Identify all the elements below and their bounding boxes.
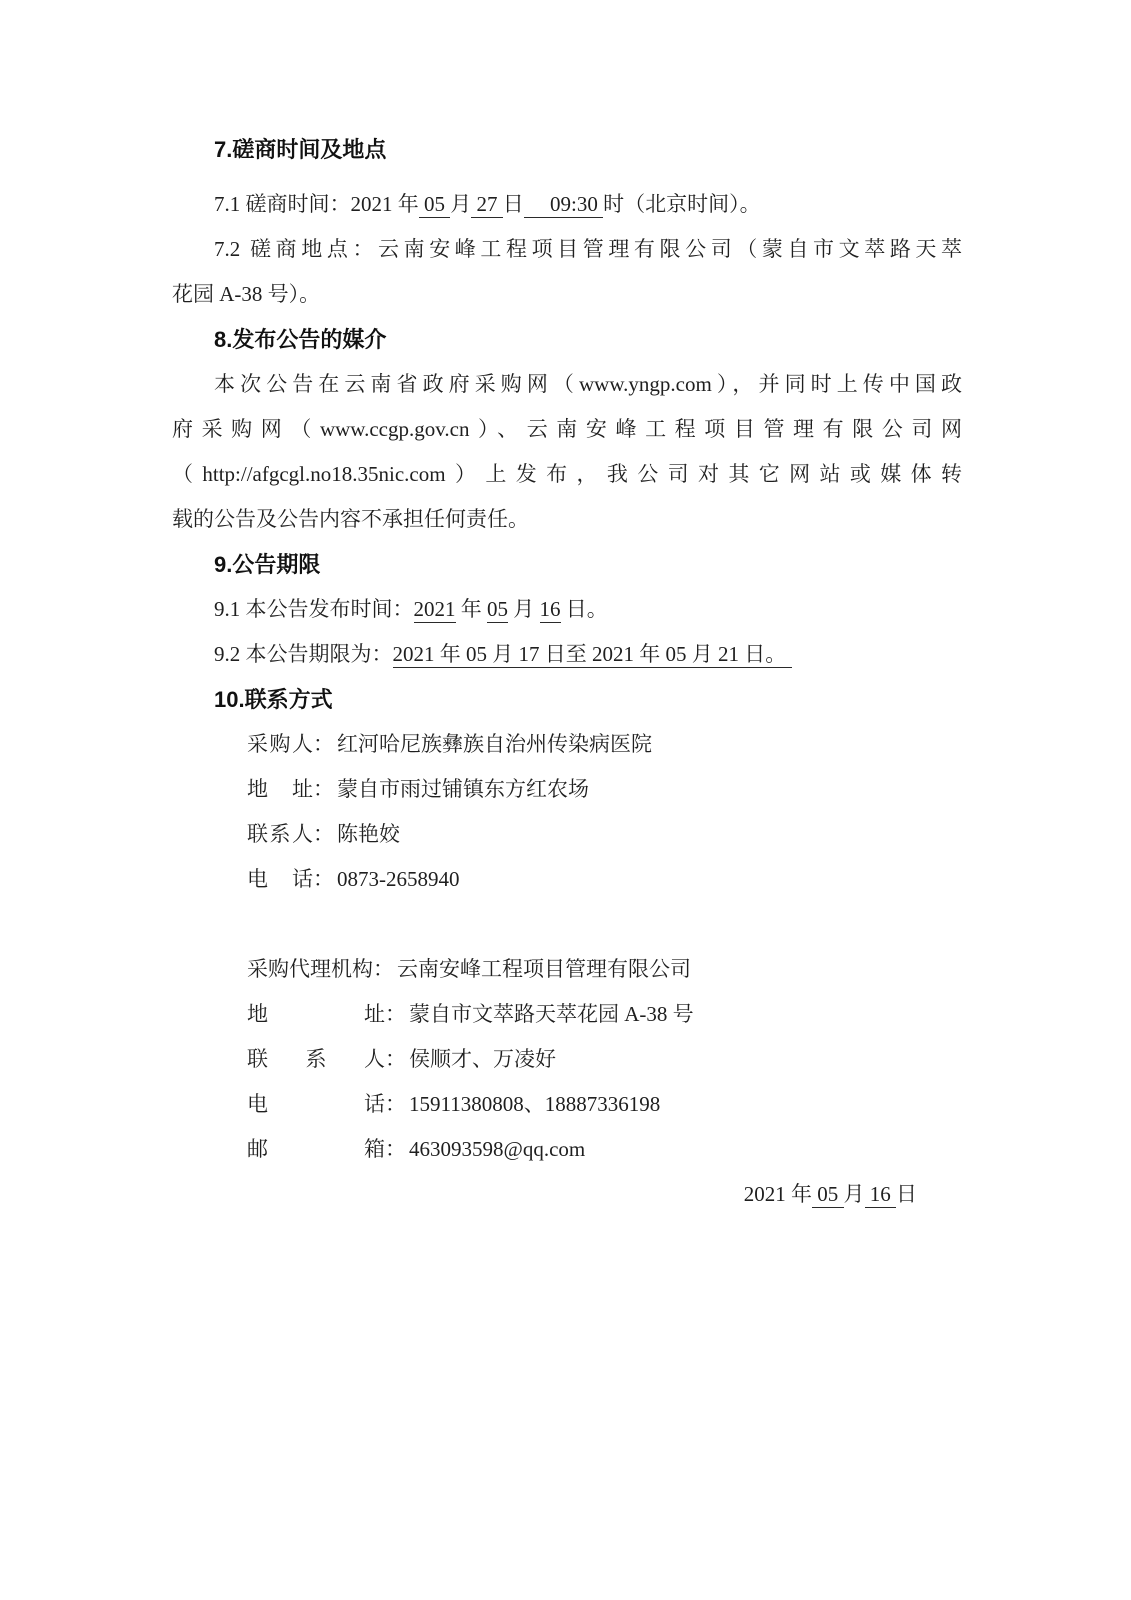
colon: ： — [313, 777, 334, 801]
date-day-char: 日 — [896, 1182, 917, 1206]
line-9-1-suffix: 日。 — [560, 597, 608, 621]
publish-day-underlined: 16 — [539, 597, 561, 621]
line-9-2-prefix: 9.2 本公告期限为： — [214, 642, 393, 666]
agency-name-value: 云南安峰工程项目管理有限公司 — [397, 957, 691, 981]
publish-month-underlined: 05 — [487, 597, 508, 621]
purchaser-address-value: 蒙自市雨过铺镇东方红农场 — [337, 777, 589, 801]
agency-phone-value: 15911380808、18887336198 — [409, 1092, 661, 1116]
section-8-paragraph-line-4: 载的公告及公告内容不承担任何责任。 — [172, 507, 529, 531]
address-label: 地 址 — [247, 777, 313, 801]
agency-phone-row — [247, 1082, 962, 1127]
publish-year-underlined: 2021 — [413, 597, 456, 621]
year-char: 年 — [455, 597, 487, 621]
colon: ： — [313, 822, 334, 846]
purchaser-label: 采购人 — [247, 732, 313, 756]
contact-person-label: 联系人 — [247, 822, 313, 846]
colon: ： — [385, 1047, 406, 1071]
phone-label: 电 话 — [247, 867, 313, 891]
consultation-month-underlined: 05 — [418, 192, 451, 216]
agency-address-value: 蒙自市文萃路天萃花园 A-38 号 — [409, 1002, 694, 1026]
date-day-underlined: 16 — [864, 1182, 896, 1206]
consultation-day-underlined: 27 — [471, 192, 503, 216]
line-7-2-second: 花园 A-38 号）。 — [172, 282, 321, 306]
purchaser-name-value: 红河哈尼族彝族自治州传染病医院 — [337, 732, 652, 756]
line-7-1-suffix: 时（北京时间）。 — [603, 192, 761, 216]
line-9-2 — [172, 632, 962, 677]
colon: ： — [373, 957, 394, 981]
agency-email-value: 463093598@qq.com — [409, 1137, 586, 1161]
signature-date-line — [172, 1172, 962, 1217]
purchaser-phone-row — [247, 857, 962, 902]
agency-name-row — [247, 947, 962, 992]
line-9-1-prefix: 9.1 本公告发布时间： — [214, 597, 414, 621]
section-7-heading: 7.磋商时间及地点 — [214, 137, 387, 162]
agency-address-row — [247, 992, 962, 1037]
agency-email-row — [247, 1127, 962, 1172]
agency-contact-person-value: 侯顺才、万凌好 — [409, 1047, 556, 1071]
line-7-2-first: 7.2 磋商地点：云南安峰工程项目管理有限公司（蒙自市文萃路天萃 — [214, 237, 962, 261]
section-8-paragraph-line-1: 本次公告在云南省政府采购网（www.yngp.com），并同时上传中国政 — [214, 372, 962, 396]
section-9-heading: 9.公告期限 — [214, 552, 321, 577]
colon: ： — [385, 1092, 406, 1116]
date-prefix: 2021 年 — [743, 1182, 812, 1206]
month-char: 月 — [450, 192, 472, 216]
announcement-period-underlined: 2021 年 05 月 17 日至 2021 年 05 月 21 日。 — [392, 642, 792, 666]
purchaser-phone-value: 0873-2658940 — [337, 867, 460, 891]
section-8-paragraph-line-3: （http://afgcgl.no18.35nic.com）上发布，我公司对其它网站或媒体转 — [172, 462, 962, 486]
purchaser-address-row — [247, 767, 962, 812]
colon: ： — [313, 867, 334, 891]
colon: ： — [313, 732, 334, 756]
agency-email-label: 邮 箱 — [247, 1137, 385, 1161]
line-7-1 — [172, 182, 962, 227]
date-month-underlined: 05 — [812, 1182, 844, 1206]
agency-phone-label: 电 话 — [247, 1092, 385, 1116]
section-8-heading: 8.发布公告的媒介 — [214, 327, 387, 352]
agency-contact-person-label: 联 系 人 — [247, 1047, 385, 1071]
section-8-paragraph-line-2: 府采购网（www.ccgp.gov.cn）、云南安峰工程项目管理有限公司网 — [172, 417, 962, 441]
agency-address-label: 地 址 — [247, 1002, 385, 1026]
purchaser-name-row — [247, 722, 962, 767]
purchaser-contact-person-value: 陈艳姣 — [337, 822, 400, 846]
consultation-time-underlined: 09:30 — [523, 192, 604, 216]
section-10-heading: 10.联系方式 — [214, 687, 333, 712]
purchaser-contact-person-row — [247, 812, 962, 857]
month-char-2: 月 — [508, 597, 540, 621]
agency-contact-block — [247, 947, 962, 1172]
agency-label: 采购代理机构 — [247, 957, 373, 981]
purchaser-contact-block — [247, 722, 962, 902]
line-7-1-prefix: 7.1 磋商时间：2021 年 — [214, 192, 419, 216]
line-9-1 — [172, 587, 962, 632]
day-char: 日 — [502, 192, 524, 216]
colon: ： — [385, 1137, 406, 1161]
date-month-char: 月 — [843, 1182, 865, 1206]
colon: ： — [385, 1002, 406, 1026]
agency-contact-person-row — [247, 1037, 962, 1082]
